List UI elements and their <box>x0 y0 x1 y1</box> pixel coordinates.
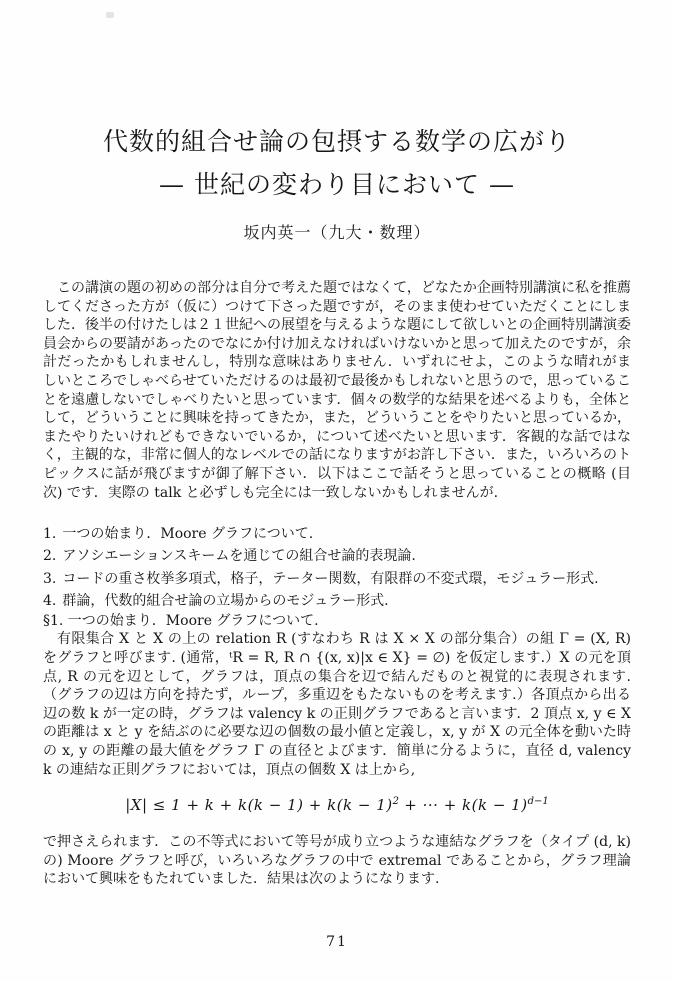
toc-item-number: 2. <box>43 548 57 565</box>
formula-main: |X| ≤ 1 + k + k(k − 1) + k(k − 1) <box>125 796 393 815</box>
toc-list <box>43 523 631 611</box>
toc-item-number: 4. <box>43 592 57 609</box>
section1-paragraph: 有限集合 X と X の上の relation R (すなわち R は X × X の部分集合）の組 Γ = (X, R) をグラフと呼びます. (通常，ᵗR = R, R ∩ {(x, x)|x ∈ X} = ∅) を仮定します.）X の元を頂点, R の元を辺として，グラフは，頂点の集合を辺で結んだものと視覚的に表現されます.（グラフの辺は方向を持たず，ループ，多重辺をもたないものを考えます.）各頂点から出る辺の数 k が一定の時，グラフは valency k の正則グラフであると言います．2 頂点 x, y ∈ X の距離は x と y を結ぶのに必要な辺の個数の最小値と定義し，x, y が X の元全体を動いた時の x, y の距離の最大値をグラフ Γ の直径とよびます．簡単に分るように，直径 d, valency k の連結な正則グラフにおいては，頂点の個数 X は上から, <box>43 631 631 778</box>
toc-item-text: コードの重さ枚挙多項式，格子，テーター関数，有限群の不変式環，モジュラー形式. <box>62 570 599 587</box>
toc-item-2 <box>43 545 631 567</box>
scan-artifact <box>106 12 114 18</box>
toc-item-4 <box>43 590 631 612</box>
toc-item-text: アソシエーションスキームを通じての組合せ論的表現論. <box>62 548 416 565</box>
page-number: 71 <box>326 934 348 950</box>
toc-item-text: 一つの始まり．Moore グラフについて. <box>62 526 314 543</box>
section1-closing-paragraph: で押さえられます．この不等式において等号が成り立つような連結なグラフを（タイプ (d, k) の) Moore グラフと呼び，いろいろなグラフの中で extremal であることから，グラフ理論において興味をもたれていました．結果は次のようになります. <box>43 834 631 888</box>
section1-heading: §1. 一つの始まり．Moore グラフについて. <box>43 612 319 629</box>
toc-item-3 <box>43 568 631 590</box>
toc-item-1 <box>43 523 631 545</box>
intro-paragraph: この講演の題の初めの部分は自分で考えた題ではなくて，どなたか企画特別講演に私を推薦してくださった方が（仮に）つけて下さった題ですが，そのまま使わせていただくことにしました．後半の付けたしは２１世紀への展望を与えるような題にして欲しいとの企画特別講演委員会からの要請があったのでなにか付け加えなければいけないかと思って加えたのですが，余計だったかもしれませんし，特別な意味はありません．いずれにせよ，このような晴れがましいところでしゃべらせていただけるのは最初で最後かもしれないと思うので，思っていることを遠慮しないでしゃべりたいと思っています．個々の数学的な結果を述べるよりも，全体として，どういうことに興味を持ってきたか，また，どういうことをやりたいと思っているか，またやりたいけれどもできないでいるか，について述べたいと思います．客観的な話ではなく，主観的な，非常に個人的なレベルでの話になりますがお許し下さい．また，いろいろのトピックスに話が飛びますが御了解下さい．以下はここで話そうと思っていることの概略 (目次) です．実際の talk と必ずしも完全には一致しないかもしれませんが. <box>43 280 631 501</box>
moore-bound-formula <box>43 795 631 816</box>
formula-exponent-d-1: d−1 <box>527 796 549 808</box>
toc-item-text: 群論，代数的組合せ論の立場からのモジュラー形式. <box>62 592 389 609</box>
formula-middle: + ··· + k(k − 1) <box>399 796 528 815</box>
formula-exponent-2: 2 <box>392 796 400 808</box>
title-block <box>0 120 674 206</box>
page-title: 代数的組合せ論の包摂する数学の広がり <box>102 127 571 156</box>
toc-item-number: 3. <box>43 570 57 587</box>
body-area <box>43 279 631 952</box>
author-line: 坂内英一（九大・数理） <box>243 223 431 242</box>
toc-item-number: 1. <box>43 526 57 543</box>
page-subtitle: — 世紀の変わり目において — <box>159 170 515 199</box>
